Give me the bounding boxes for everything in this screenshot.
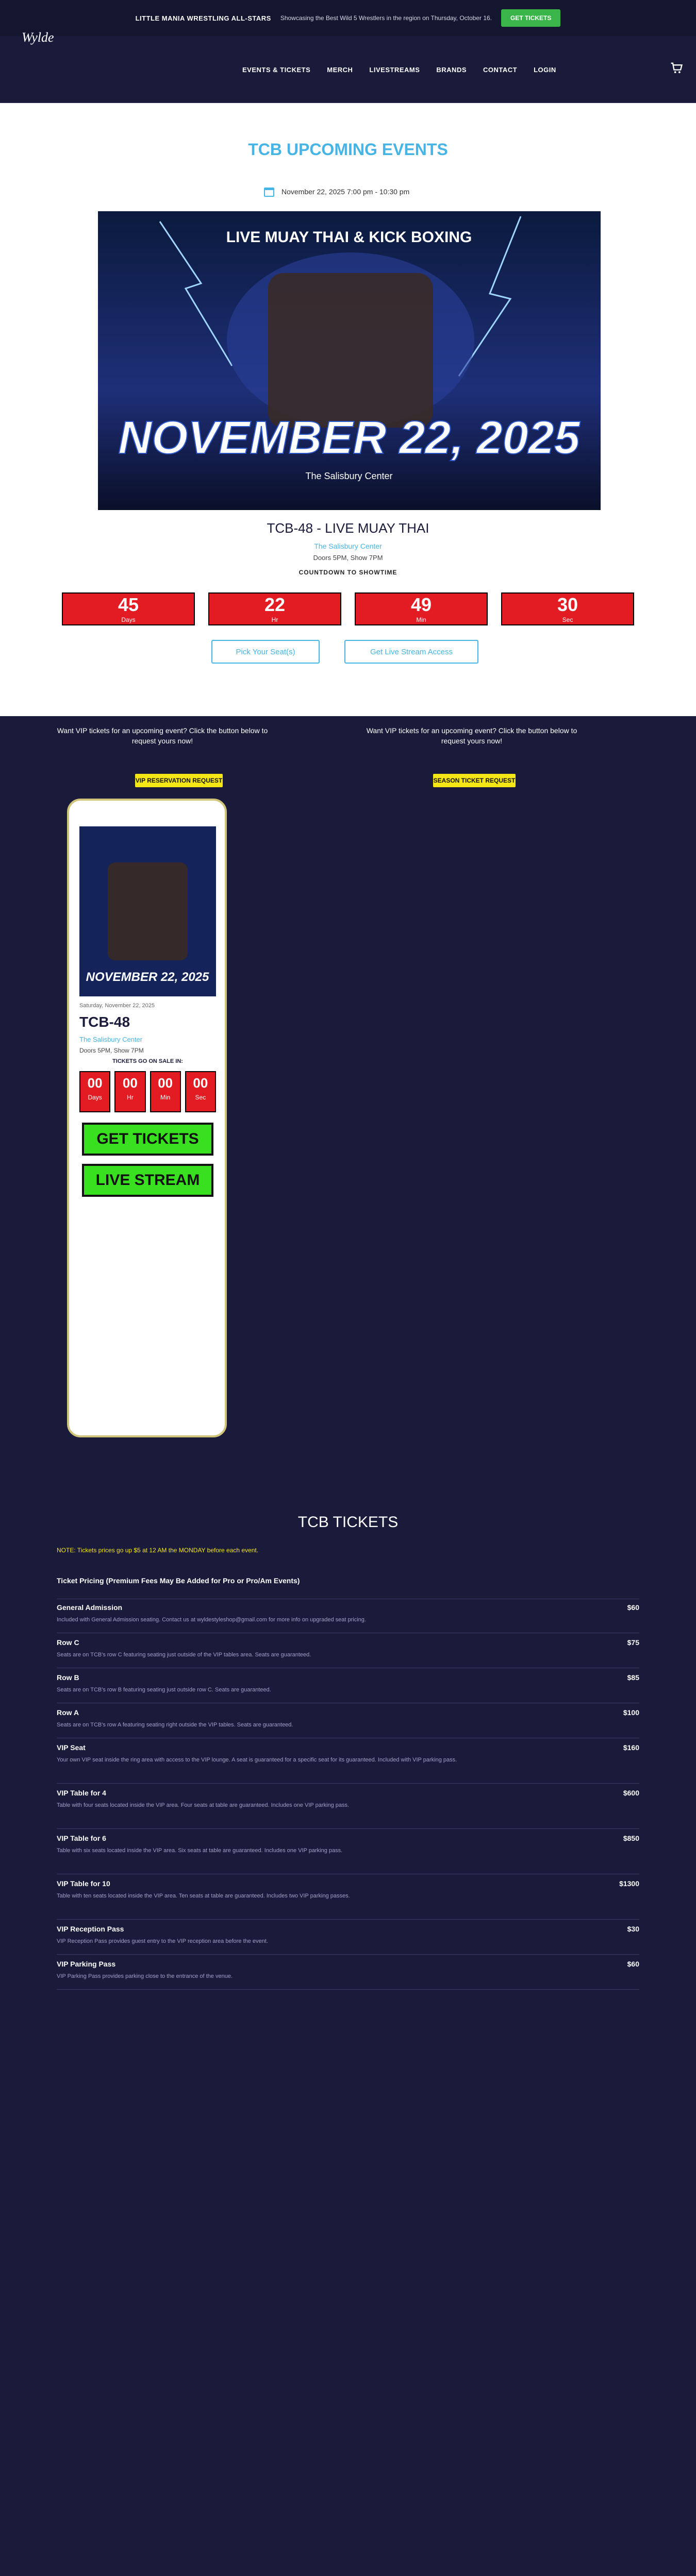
season-request-text: Want VIP tickets for an upcoming event? Click the button below to request yours now! xyxy=(366,726,577,745)
card-date: Saturday, November 22, 2025 xyxy=(79,1003,155,1009)
countdown-hours-label: Hr xyxy=(271,616,278,623)
ticket-price: $60 xyxy=(627,1603,639,1612)
card-countdown-days-label: Days xyxy=(88,1094,102,1101)
ticket-row xyxy=(57,1673,639,1703)
main-nav xyxy=(242,66,556,74)
card-countdown-days-value: 00 xyxy=(87,1075,103,1091)
card-countdown-minutes-value: 00 xyxy=(158,1075,173,1091)
countdown-days xyxy=(62,592,195,625)
card-countdown-hours xyxy=(114,1071,145,1112)
event-name[interactable]: TCB-48 - LIVE MUAY THAI xyxy=(267,520,429,536)
ticket-name: Row B xyxy=(57,1673,79,1682)
card-countdown-minutes-label: Min xyxy=(160,1094,171,1101)
ticket-name: Row C xyxy=(57,1638,79,1647)
ticket-row xyxy=(57,1743,639,1784)
ticket-description: Included with General Admission seating. Contact us at wyldestyleshop@gmail.com for more info on upgraded seat pricing. xyxy=(57,1617,366,1623)
tickets-note: NOTE: Tickets prices go up $5 at 12 AM the MONDAY before each event. xyxy=(57,1547,259,1554)
ticket-row xyxy=(57,1925,639,1955)
card-countdown-hours-label: Hr xyxy=(127,1094,134,1101)
countdown-hours xyxy=(208,592,341,625)
ticket-description: Seats are on TCB's row C featuring seating just outside of the VIP tables area. Seats are guaranteed. xyxy=(57,1652,311,1658)
ticket-description: Table with ten seats located inside the VIP area. Ten seats at table are guaranteed. Includes two VIP parking passes. xyxy=(57,1893,350,1899)
event-poster[interactable] xyxy=(98,211,601,510)
ticket-row xyxy=(57,1638,639,1668)
cart-icon[interactable] xyxy=(669,61,684,75)
card-countdown-seconds-value: 00 xyxy=(193,1075,208,1091)
ticket-description: VIP Reception Pass provides guest entry to the VIP reception area before the event. xyxy=(57,1938,268,1944)
calendar-icon xyxy=(263,185,275,198)
ticket-row xyxy=(57,1708,639,1738)
card-sale-label: TICKETS GO ON SALE IN: xyxy=(112,1058,183,1064)
tickets-header-row xyxy=(57,1577,639,1599)
logo-text: Wylde xyxy=(22,30,54,45)
ticket-description: Seats are on TCB's row B featuring seating just outside row C. Seats are guaranteed. xyxy=(57,1687,271,1693)
ticket-description: Table with four seats located inside the VIP area. Four seats at table are guaranteed. Includes one VIP parking pass. xyxy=(57,1802,350,1808)
ticket-name: Row A xyxy=(57,1708,79,1717)
announcement-text: Showcasing the Best Wild 5 Wrestlers in the region on Thursday, October 16. xyxy=(280,14,492,22)
nav-livestreams[interactable]: LIVESTREAMS xyxy=(369,66,420,74)
nav-login[interactable]: LOGIN xyxy=(534,66,556,74)
countdown-days-value: 45 xyxy=(118,594,139,615)
ticket-name: VIP Seat xyxy=(57,1743,86,1752)
ticket-description: VIP Parking Pass provides parking close to the entrance of the venue. xyxy=(57,1973,233,1979)
nav-merch[interactable]: MERCH xyxy=(327,66,353,74)
card-countdown-seconds-label: Sec xyxy=(195,1094,206,1101)
announcement-bar xyxy=(0,0,696,36)
poster-venue: The Salisbury Center xyxy=(305,471,393,481)
ticket-name: VIP Parking Pass xyxy=(57,1960,116,1968)
ticket-price: $30 xyxy=(627,1925,639,1933)
ticket-name: General Admission xyxy=(57,1603,123,1612)
ticket-description: Seats are on TCB's row A featuring seating right outside the VIP tables. Seats are guaranteed. xyxy=(57,1722,293,1728)
event-times: Doors 5PM, Show 7PM xyxy=(313,554,383,562)
ticket-description: Your own VIP seat inside the ring area with access to the VIP lounge. A seat is guaranteed for a specific seat for its guaranteed. Included with VIP parking pass. xyxy=(57,1757,457,1763)
tickets-title: TCB TICKETS xyxy=(297,1514,399,1531)
ticket-name: VIP Reception Pass xyxy=(57,1925,124,1933)
card-countdown-seconds xyxy=(185,1071,216,1112)
card-times: Doors 5PM, Show 7PM xyxy=(79,1047,144,1054)
ticket-name: VIP Table for 4 xyxy=(57,1789,106,1797)
countdown-label: COUNTDOWN TO SHOWTIME xyxy=(299,569,397,576)
card-countdown-minutes xyxy=(150,1071,181,1112)
ticket-price: $75 xyxy=(627,1638,639,1647)
vip-request-text: Want VIP tickets for an upcoming event? Click the button below to request yours now! xyxy=(57,726,268,745)
wylde-logo[interactable] xyxy=(21,28,72,47)
ticket-description: Table with six seats located inside the VIP area. Six seats at table are guaranteed. Includes one VIP parking pass. xyxy=(57,1848,343,1854)
event-date-text: November 22, 2025 7:00 pm - 10:30 pm xyxy=(281,188,410,196)
card-countdown xyxy=(79,1071,216,1112)
ticket-row xyxy=(57,1603,639,1633)
card-live-stream-button[interactable]: LIVE STREAM xyxy=(82,1164,213,1197)
ticket-price: $1300 xyxy=(619,1879,639,1888)
countdown-minutes xyxy=(355,592,488,625)
nav-brands[interactable]: BRANDS xyxy=(436,66,467,74)
ticket-row xyxy=(57,1879,639,1920)
ticket-name: VIP Table for 6 xyxy=(57,1834,106,1842)
event-date-row xyxy=(263,185,409,198)
vip-reservation-button[interactable]: VIP RESERVATION REQUEST xyxy=(135,774,223,787)
card-event-name[interactable]: TCB-48 xyxy=(79,1014,130,1030)
ticket-price: $850 xyxy=(623,1834,639,1842)
nav-contact[interactable]: CONTACT xyxy=(483,66,518,74)
countdown-seconds-label: Sec xyxy=(562,616,573,623)
ticket-row xyxy=(57,1960,639,1990)
countdown-seconds-value: 30 xyxy=(557,594,578,615)
countdown-hours-value: 22 xyxy=(264,594,286,615)
countdown-minutes-label: Min xyxy=(416,616,426,623)
ticket-price: $600 xyxy=(623,1789,639,1797)
live-stream-access-button[interactable]: Get Live Stream Access xyxy=(344,640,478,664)
ticket-price: $160 xyxy=(623,1743,639,1752)
card-countdown-days xyxy=(79,1071,110,1112)
ticket-row xyxy=(57,1834,639,1874)
card-countdown-hours-value: 00 xyxy=(122,1075,138,1091)
tickets-header: Ticket Pricing (Premium Fees May Be Added for Pro or Pro/Am Events) xyxy=(57,1577,300,1585)
ticket-price: $60 xyxy=(627,1960,639,1968)
poster-date: NOVEMBER 22, 2025 xyxy=(118,412,580,464)
ticket-price: $85 xyxy=(627,1673,639,1682)
countdown xyxy=(62,592,634,625)
events-title: TCB UPCOMING EVENTS xyxy=(248,140,448,159)
card-get-tickets-button[interactable]: GET TICKETS xyxy=(82,1123,213,1156)
pick-seats-button[interactable]: Pick Your Seat(s) xyxy=(211,640,320,664)
nav-events-tickets[interactable]: EVENTS & TICKETS xyxy=(242,66,311,74)
get-tickets-button[interactable]: GET TICKETS xyxy=(501,9,560,27)
countdown-minutes-value: 49 xyxy=(410,594,432,615)
ticket-name: VIP Table for 10 xyxy=(57,1879,110,1888)
season-ticket-button[interactable]: SEASON TICKET REQUEST xyxy=(433,774,516,787)
card-venue[interactable]: The Salisbury Center xyxy=(79,1036,143,1043)
card-poster[interactable] xyxy=(79,826,216,996)
event-venue[interactable]: The Salisbury Center xyxy=(314,542,382,550)
ticket-price: $100 xyxy=(623,1708,639,1717)
announcement-title: LITTLE MANIA WRESTLING ALL-STARS xyxy=(135,14,271,22)
poster-subtitle: LIVE MUAY THAI & KICK BOXING xyxy=(226,229,472,246)
card-poster-date: NOVEMBER 22, 2025 xyxy=(86,970,209,984)
ticket-row xyxy=(57,1789,639,1829)
event-card xyxy=(67,799,227,1437)
countdown-days-label: Days xyxy=(121,616,136,623)
countdown-seconds xyxy=(501,592,634,625)
